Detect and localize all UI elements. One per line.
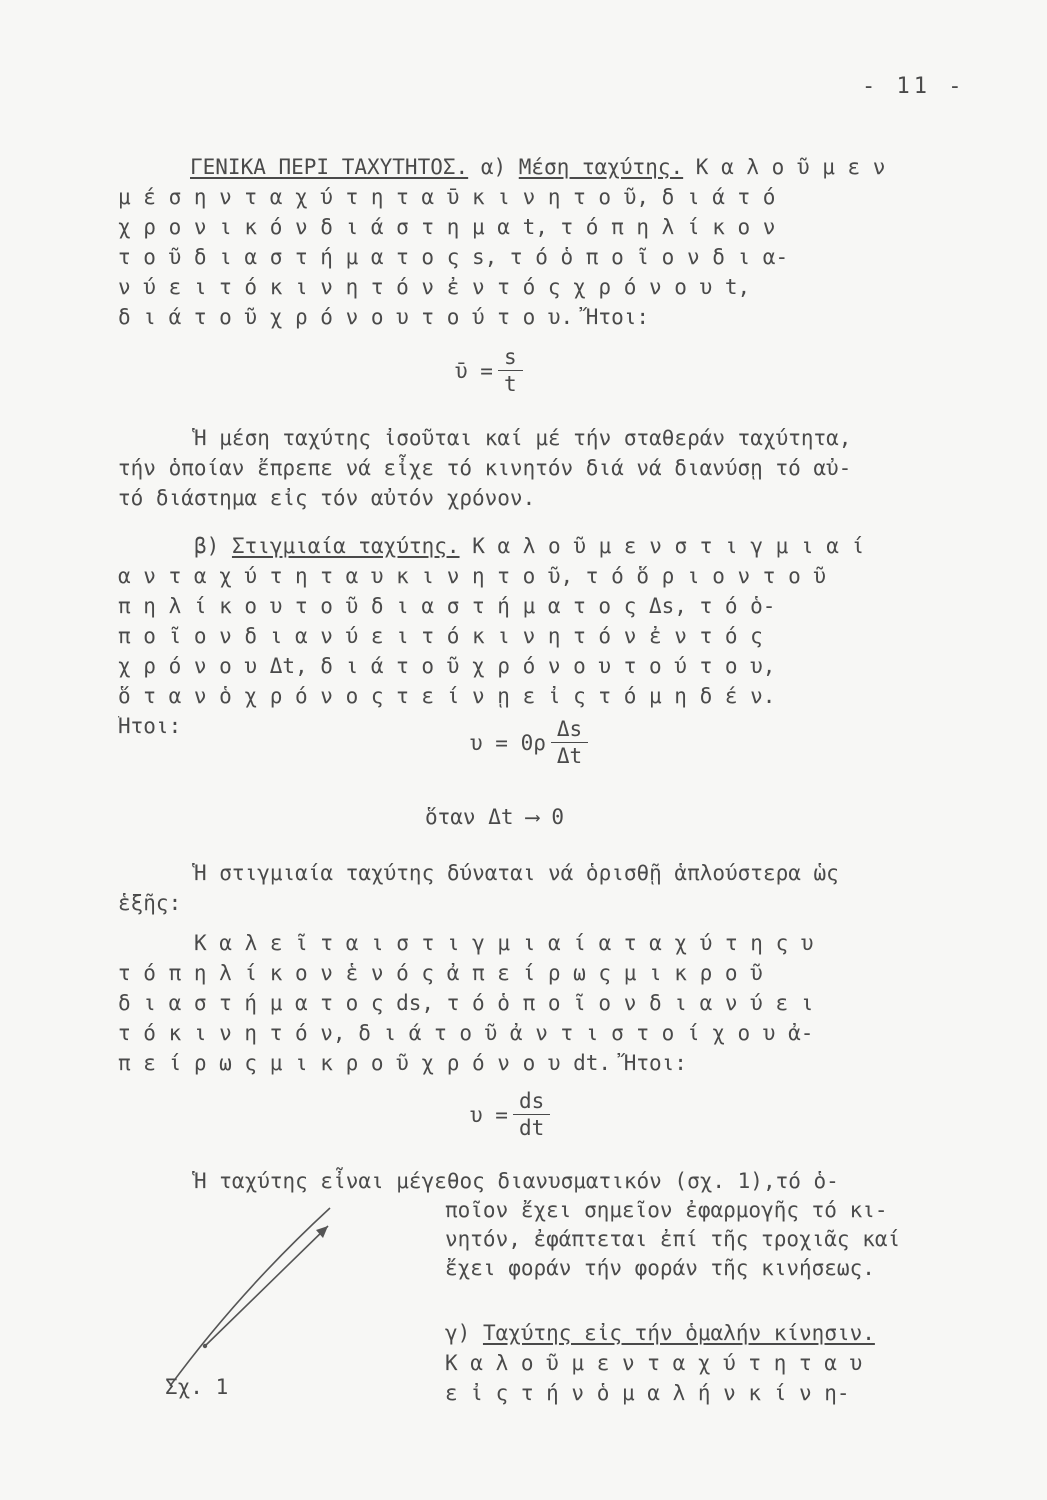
def-line-0: Κ α λ ε ῖ τ α ι σ τ ι γ μ ι α ί α τ α χ ύ τ η ς υ	[194, 931, 814, 955]
section-c-title: Ταχύτης εἰς τήν ὁμαλήν κίνησιν.	[482, 1321, 875, 1345]
formula-c-denominator: dt	[518, 1116, 545, 1140]
section-uniform-velocity	[445, 1318, 955, 1408]
note-b-line-0: Ἡ στιγμιαία ταχύτης δύναται νά ὁρισθῇ ἁπλούστερα ὡς	[194, 861, 839, 885]
note-b-line-1: ἑξῆς:	[118, 891, 182, 915]
page-number: - 11 -	[862, 74, 966, 99]
section-a-title: Μέση ταχύτης.	[518, 155, 684, 179]
vector-note-line-0: Ἡ ταχύτης εἶναι μέγεθος διανυσματικόν (σχ. 1),τό ὁ-	[194, 1169, 839, 1193]
def-line-2: δ ι α σ τ ή μ α τ ο ς ds, τ ό ὁ π ο ῖ ο ν δ ι α ν ύ ε ι	[118, 991, 814, 1015]
note-a-line-1: τήν ὁποίαν ἔπρεπε νά εἶχε τό κινητόν διά νά διανύσῃ τό αὐ-	[118, 456, 852, 480]
derivative-formula	[470, 1090, 547, 1139]
section-instant-velocity	[118, 531, 953, 741]
section-b-title: Στιγμιαία ταχύτης.	[231, 534, 460, 558]
formula-b-numerator: Δs	[556, 717, 583, 741]
section-a-line-2: χ ρ ο ν ι κ ό ν δ ι ά σ τ η μ α t, τ ό π η λ ί κ ο ν	[118, 215, 776, 239]
section-b-line-0: Κ α λ ο ῦ μ ε ν σ τ ι γ μ ι α ί	[472, 534, 865, 558]
formula-b-lhs: υ = 0ρ	[470, 730, 546, 755]
section-c-line-0: Κ α λ ο ῦ μ ε ν τ α χ ύ τ η τ α υ	[445, 1351, 863, 1375]
section-b-etoi: Ἤτοι:	[118, 714, 182, 738]
section-c-label: γ)	[445, 1321, 471, 1345]
formula-a-denominator: t	[503, 372, 517, 396]
formula-c-fraction	[516, 1090, 547, 1139]
vector-note	[445, 1196, 955, 1283]
fraction-bar	[513, 1114, 550, 1115]
formula-b-denominator: Δt	[556, 744, 583, 768]
section-c-heading-line	[445, 1318, 955, 1348]
section-a-line-5: δ ι ά τ ο ῦ χ ρ ό ν ο υ τ ο ύ τ ο υ. Ἤτοι:	[118, 305, 650, 329]
section-b-line-2: π η λ ί κ ο υ τ ο ῦ δ ι α σ τ ή μ α τ ο ς Δs, τ ό ὁ-	[118, 594, 776, 618]
formula-a-fraction	[501, 346, 520, 395]
section-b-heading-line	[118, 531, 953, 561]
fraction-bar	[498, 370, 523, 371]
section-mean-velocity	[118, 152, 953, 332]
trajectory-curve	[170, 1208, 330, 1386]
mean-velocity-note	[118, 423, 953, 513]
section-a-heading-line	[118, 152, 953, 182]
limit-condition: ὅταν Δt ⟶ 0	[425, 805, 565, 829]
application-point	[203, 1344, 207, 1348]
vector-note-first-line	[118, 1166, 953, 1196]
velocity-vector	[205, 1226, 328, 1346]
section-c-line-1: ε ἰ ς τ ή ν ὁ μ α λ ή ν κ ί ν η-	[445, 1381, 850, 1405]
fraction-bar	[551, 742, 588, 743]
instant-velocity-note	[118, 858, 953, 918]
section-a-line-4: ν ύ ε ι τ ό κ ι ν η τ ό ν ἐ ν τ ό ς χ ρ ό ν ο υ t,	[118, 275, 751, 299]
mean-velocity-formula	[455, 346, 520, 395]
instant-velocity-formula	[470, 718, 585, 767]
formula-b-fraction	[554, 718, 585, 767]
section-b-line-1: α ν τ α χ ύ τ η τ α υ κ ι ν η τ ο ῦ, τ ό ὅ ρ ι ο ν τ ο ῦ	[118, 564, 827, 588]
formula-a-lhs: ῡ =	[455, 358, 493, 383]
vector-note-line-3: ἔχει φοράν τήν φοράν τῆς κινήσεως.	[445, 1256, 875, 1280]
section-a-line-1: μ έ σ η ν τ α χ ύ τ η τ α ῡ κ ι ν η τ ο ῦ, δ ι ά τ ό	[118, 185, 776, 209]
formula-a-numerator: s	[503, 345, 517, 369]
vector-note-line-2: νητόν, ἐφάπτεται ἐπί τῆς τροχιᾶς καί	[445, 1227, 901, 1251]
section-b-line-4: χ ρ ό ν ο υ Δt, δ ι ά τ ο ῦ χ ρ ό ν ο υ τ ο ύ τ ο υ,	[118, 654, 776, 678]
formula-c-numerator: ds	[518, 1089, 545, 1113]
note-a-line-2: τό διάστημα εἰς τόν αὐτόν χρόνον.	[118, 486, 536, 510]
vector-note-line-1: ποῖον ἔχει σημεῖον ἐφαρμογῆς τό κι-	[445, 1198, 888, 1222]
section-b-line-5: ὅ τ α ν ὁ χ ρ ό ν ο ς τ ε ί ν ῃ ε ἰ ς τ ό μ η δ έ ν.	[118, 684, 776, 708]
def-line-4: π ε ί ρ ω ς μ ι κ ρ ο ῦ χ ρ ό ν ο υ dt. Ἤτοι:	[118, 1051, 687, 1075]
section-b-line-3: π ο ῖ ο ν δ ι α ν ύ ε ι τ ό κ ι ν η τ ό ν ἐ ν τ ό ς	[118, 624, 763, 648]
note-a-line-0: Ἡ μέση ταχύτης ἰσοῦται καί μέ τήν σταθεράν ταχύτητα,	[194, 426, 852, 450]
figure-caption: Σχ. 1	[165, 1375, 229, 1399]
def-line-1: τ ό π η λ ί κ ο ν ἑ ν ό ς ἀ π ε ί ρ ω ς μ ι κ ρ ο ῦ	[118, 961, 763, 985]
section-a-line-0: Κ α λ ο ῦ μ ε ν	[695, 155, 886, 179]
def-line-3: τ ό κ ι ν η τ ό ν, δ ι ά τ ο ῦ ἀ ν τ ι σ τ ο ί χ ο υ ἀ-	[118, 1021, 814, 1045]
instant-velocity-definition	[118, 928, 953, 1078]
section-b-label: β)	[194, 534, 220, 558]
formula-c-lhs: υ =	[470, 1102, 508, 1127]
general-heading: ΓΕΝΙΚΑ ΠΕΡΙ ΤΑΧΥΤΗΤΟΣ.	[190, 155, 469, 179]
section-a-line-3: τ ο ῦ δ ι α σ τ ή μ α τ ο ς s, τ ό ὁ π ο ῖ ο ν δ ι α-	[118, 245, 789, 269]
section-a-label: α)	[480, 155, 507, 179]
